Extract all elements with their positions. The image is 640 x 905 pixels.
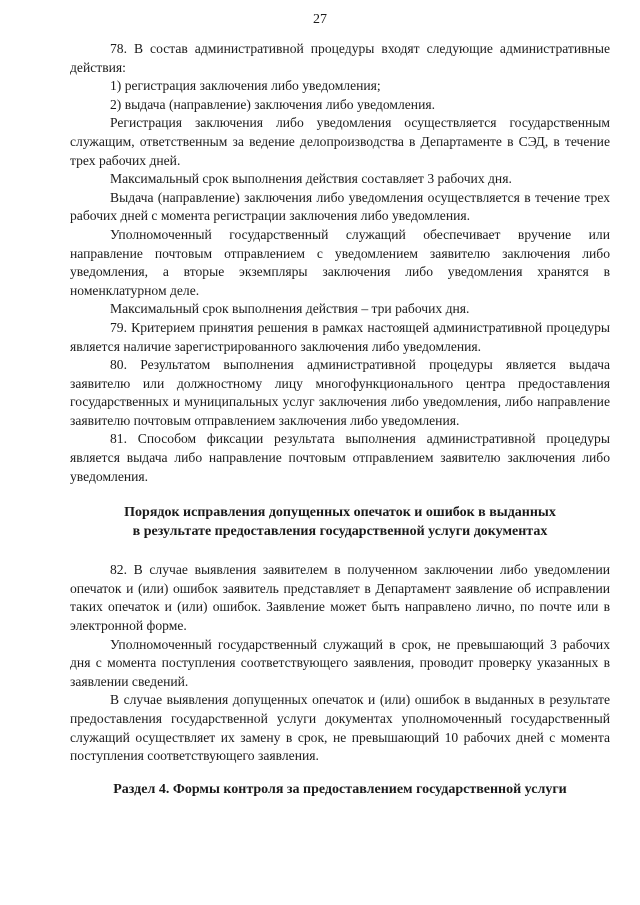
- paragraph-max-term-2: Максимальный срок выполнения действия – три рабочих дня.: [110, 301, 470, 317]
- paragraph-80: 80. Результатом выполнения административной процедуры является выдача заявителю или должностному лицу многофункционального центра предоставления государственных и муниципальных услуг заключения либо уведомления, либо направление заявителю почтовым отправлением заключения либо уведомления.: [70, 357, 610, 428]
- paragraph-max-term-1: Максимальный срок выполнения действия составляет 3 рабочих дня.: [110, 171, 512, 187]
- list-item-1: 1) регистрация заключения либо уведомления;: [110, 78, 381, 94]
- paragraph-correction: В случае выявления допущенных опечаток и (или) ошибок в выданных в результате предоставления государственной услуги документах уполномоченный государственный служащий осуществляет их замену в срок, не превышающий 10 рабочих дней с момента поступления соответствующего заявления.: [70, 692, 610, 764]
- paragraph-registration: Регистрация заключения либо уведомления осуществляется государственным служащим, ответственным за ведение делопроизводства в Департаменте в СЭД, в течение трех рабочих дней.: [70, 115, 610, 168]
- paragraph-verification: Уполномоченный государственный служащий в срок, не превышающий 3 рабочих дня с момента поступления соответствующего заявления, проводит проверку указанных в заявлении сведений.: [70, 636, 610, 689]
- paragraph-issuance: Выдача (направление) заключения либо уведомления осуществляется в течение трех рабочих дней с момента регистрации заключения либо уведомления.: [70, 189, 610, 224]
- heading-line-2: в результате предоставления государственной услуги документах: [132, 524, 548, 540]
- list-item-2: 2) выдача (направление) заключения либо уведомления.: [110, 96, 436, 112]
- document-body: [70, 40, 610, 799]
- paragraph-81: 81. Способом фиксации результата выполнения административной процедуры является выдача либо направление почтовым отправлением заявителю заключения либо уведомления.: [70, 431, 610, 484]
- page-number: 27: [313, 12, 327, 27]
- heading-line-1: Порядок исправления допущенных опечаток и ошибок в выданных: [124, 505, 556, 521]
- paragraph-authorized-servant: Уполномоченный государственный служащий обеспечивает вручение или направление почтовым отправлением с уведомлением заявителю заключения либо уведомления, а вторые экземпляры заключения либо уведомления хранятся в номенклатурном деле.: [70, 226, 610, 298]
- subsection-heading: [70, 503, 610, 541]
- section-title: Раздел 4. Формы контроля за предоставлением государственной услуги: [113, 781, 567, 797]
- paragraph-82: 82. В случае выявления заявителем в полученном заключении либо уведомлении опечаток и (или) ошибок заявитель представляет в Департамент заявление об исправлении таких опечаток и (или) ошибок. Заявление может быть направлено лично, по почте или в электронной форме.: [70, 562, 610, 634]
- paragraph-78: 78. В состав административной процедуры входят следующие административные действия:: [70, 41, 610, 75]
- paragraph-79: 79. Критерием принятия решения в рамках настоящей административной процедуры является наличие зарегистрированного заключения либо уведомления.: [70, 319, 610, 354]
